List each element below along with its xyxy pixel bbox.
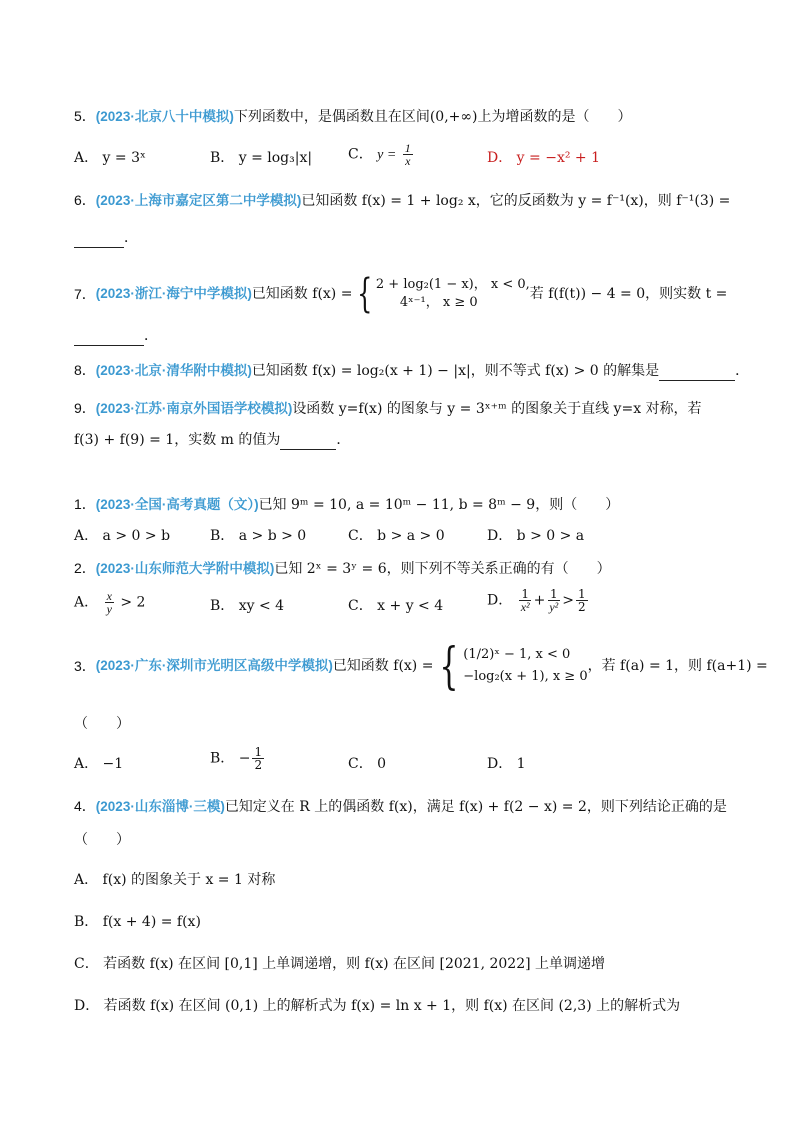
option-c: C． 0 xyxy=(348,756,387,772)
question-source: (2023·山东师范大学附中模拟) xyxy=(95,561,275,576)
option-b: B． − $\frac{1}{2}$ xyxy=(210,745,263,772)
answer-blank-line: ． xyxy=(74,326,734,346)
question-text-cont: ，若 f(a) = 1，则 f(a+1) = xyxy=(587,658,768,674)
option-b: B． a > b > 0 xyxy=(210,528,307,544)
question-number: 1． xyxy=(74,496,96,512)
question-text: 已知函数 f(x) = xyxy=(332,658,434,674)
option-c: C． y = $\frac{1}{x}$ xyxy=(348,141,411,168)
problem-3 xyxy=(74,637,768,695)
option-d: D． b > 0 > a xyxy=(487,528,585,544)
problem-2 xyxy=(74,558,734,579)
problem-4 xyxy=(74,796,734,817)
question-source: (2023·江苏·南京外国语学校模拟) xyxy=(95,401,293,416)
option-c: C． x + y < 4 xyxy=(348,598,444,614)
question-number: 3． xyxy=(74,658,96,674)
question-number: 9． xyxy=(74,400,96,416)
answer-blank-line: ． xyxy=(74,228,734,248)
option-a: A． y = 3ˣ xyxy=(74,150,146,166)
answer-paren: （ ） xyxy=(74,716,130,732)
answer-paren: （ ） xyxy=(74,832,130,848)
piecewise-function: { 2 + log₂(1 − x)， x < 0, 4ˣ⁻¹， x ≥ 0 xyxy=(357,271,530,317)
question-source: (2023·上海市嘉定区第二中学模拟) xyxy=(95,193,302,208)
option-d: D． 若函数 f(x) 在区间 (0,1) 上的解析式为 f(x) = ln x + 1，则 f(x) 在区间 (2,3) 上的解析式为 xyxy=(74,998,681,1014)
question-source: (2023·北京八十中模拟) xyxy=(95,109,234,124)
question-number: 7． xyxy=(74,286,96,302)
question-text: 已知函数 f(x) = log₂(x + 1) − |x|，则不等式 f(x) > 0 的解集是 xyxy=(251,363,660,379)
question-number: 8． xyxy=(74,362,96,378)
question-6 xyxy=(74,190,734,211)
option-d: D． y = −x² + 1 xyxy=(487,150,600,166)
question-text: 已知函数 f(x) = xyxy=(251,286,353,302)
answer-blank[interactable] xyxy=(74,329,144,346)
question-source: (2023·北京·清华附中模拟) xyxy=(95,363,252,378)
question-number: 6． xyxy=(74,192,96,208)
question-text-cont: 若 f(f(t)) − 4 = 0，则实数 t = xyxy=(529,286,728,302)
answer-blank[interactable] xyxy=(280,433,336,450)
question-text: 已知 2ˣ = 3ʸ = 6，则下列不等关系正确的有（ ） xyxy=(274,561,611,577)
question-text: 下列函数中，是偶函数且在区间(0,+∞)上为增函数的是（ ） xyxy=(233,109,632,125)
question-number: 5． xyxy=(74,108,96,124)
option-b: B． f(x + 4) = f(x) xyxy=(74,914,201,930)
question-text: 已知 9ᵐ = 10, a = 10ᵐ − 11, b = 8ᵐ − 9，则（ ） xyxy=(258,497,620,513)
option-b: B． y = log₃|x| xyxy=(210,150,313,166)
question-9-cont: f(3) + f(9) = 1，实数 m 的值为 ． xyxy=(74,432,351,448)
option-a: A． −1 xyxy=(74,756,124,772)
question-source: (2023·全国·高考真题（文）) xyxy=(95,497,259,512)
option-a: A． $\frac{x}{y}$ > 2 xyxy=(74,589,146,616)
option-d: D． $\frac{1}{\text{x²}}$ + $\frac{1}{\text{y²}}$ > $\frac{1}{2}$ xyxy=(487,587,586,614)
option-b: B． xy < 4 xyxy=(210,598,285,614)
question-7 xyxy=(74,271,734,317)
question-source: (2023·广东·深圳市光明区高级中学模拟) xyxy=(95,658,333,673)
question-source: (2023·浙江·海宁中学模拟) xyxy=(95,286,252,301)
question-9 xyxy=(74,398,734,419)
option-c: C． 若函数 f(x) 在区间 [0,1] 上单调递增，则 f(x) 在区间 [2021, 2022] 上单调递增 xyxy=(74,956,606,972)
question-8: 8．(2023·北京·清华附中模拟)已知函数 f(x) = log₂(x + 1) − |x|，则不等式 f(x) > 0 的解集是 ． xyxy=(74,362,750,379)
piecewise-function: { (1/2)ˣ − 1, x < 0 −log₂(x + 1), x ≥ 0 xyxy=(439,637,588,695)
answer-blank[interactable] xyxy=(659,364,735,381)
question-number: 4． xyxy=(74,798,96,814)
question-text: 已知函数 f(x) = 1 + log₂ x，它的反函数为 y = f⁻¹(x)，则 f⁻¹(3) = xyxy=(301,193,731,209)
answer-blank[interactable] xyxy=(74,231,124,248)
option-a: A． f(x) 的图象关于 x = 1 对称 xyxy=(74,872,276,888)
option-a: A． a > 0 > b xyxy=(74,528,171,544)
problem-1 xyxy=(74,494,734,515)
question-text: 已知定义在 R 上的偶函数 f(x)，满足 f(x) + f(2 − x) = 2，则下列结论正确的是 xyxy=(224,799,727,815)
question-source: (2023·山东淄博·三模) xyxy=(95,799,225,814)
question-number: 2． xyxy=(74,560,96,576)
option-d: D． 1 xyxy=(487,756,526,772)
question-text: 设函数 y=f(x) 的图象与 y = 3ˣ⁺ᵐ 的图象关于直线 y=x 对称，若 xyxy=(292,401,702,417)
question-5 xyxy=(74,106,734,127)
option-c: C． b > a > 0 xyxy=(348,528,445,544)
